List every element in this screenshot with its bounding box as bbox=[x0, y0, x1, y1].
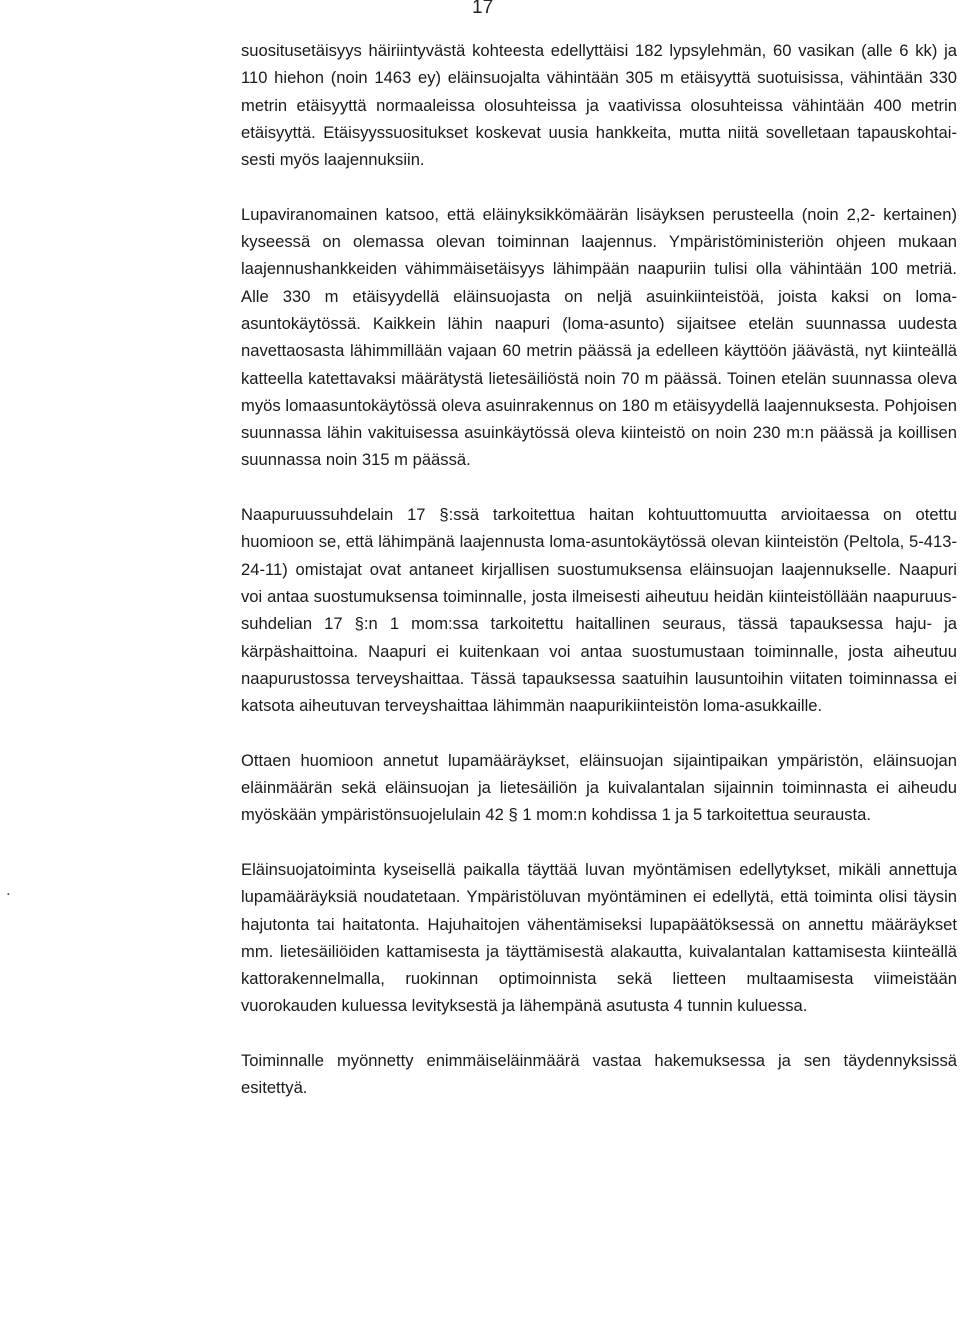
page-number: 17 bbox=[472, 0, 494, 18]
paragraph-animal-count: Toiminnalle myönnetty enimmäiseläinmäärä vastaa hakemuksessa ja sen täydennyksissä esitettyä. bbox=[241, 1050, 957, 1098]
paragraph-distance-recommendation: suositusetäisyys häiriintyvästä kohteesta edellyttäisi 182 lypsylehmän, 60 vasikan (alle 6 kk) ja 110 hiehon (noin 1463 ey) eläinsuojalta vähintään 305 m etäisyyttä suotuisissa, vähintään 330 metrin etäisyyttä normaaleissa olosuhteissa ja vaativissa olosuhteissa vähintään 400 metrin etäisyyttä. Etäisyyssuositukset koskevat uusia hankkeita, mutta niitä sovelletaan tapauskohtaisesti myös laajennuksiin. bbox=[241, 41, 957, 170]
margin-mark: . bbox=[6, 880, 11, 899]
paragraph-environmental-conclusion: Ottaen huomioon annetut lupamääräykset, eläinsuojan sijaintipaikan ympäristön, eläinsuojan eläinmäärän sekä eläinsuojan ja lietesäiliön ja kuivalantalan sijainnin toiminnasta ei aiheudu myöskään ympäristönsuojelulain 42 § 1 mom:n kohdissa 1 ja 5 tarkoitettua seurausta. bbox=[241, 750, 957, 825]
paragraph-neighbour-consent: Naapuruussuhdelain 17 §:ssä tarkoitettua haitan kohtuuttomuutta arvioitaessa on otettu huomioon se, että lähimpänä laajennusta loma-asuntokäytössä olevan kiinteistön (Peltola, 5-413-24-11) omistajat ovat antaneet kirjallisen suostumuksensa eläinsuojan laajennukselle. Naapuri voi antaa suostumuksensa toiminnalle, josta ilmeisesti aiheutuu heidän kiinteistöllään naapuruussuhdelian 17 §:n 1 mom:ssa tarkoitettu haitallinen seuraus, tässä tapauksessa haju- ja kärpäshaittoina. Naapuri ei kuitenkaan voi antaa suostumustaan toiminnalle, josta aiheutuu naapurustossa terveyshaittaa. Tässä tapauksessa saatuihin lausuntoihin viitaten toiminnassa ei katsota aiheutuvan terveyshaittaa lähimmän naapurikiinteistön loma-asukkaille. bbox=[241, 505, 957, 716]
paragraph-permit-conditions: Eläinsuojatoiminta kyseisellä paikalla täyttää luvan myöntämisen edellytykset, mikäli annettuja lupamääräyksiä noudatetaan. Ympäristöluvan myöntäminen ei edellytä, että toiminta olisi täysin hajutonta tai haitatonta. Hajuhaitojen vähentämiseksi lupapäätöksessä on annettu määräykset mm. lietesäiliöiden kattamisesta ja täyttämisestä alakautta, kuivalantalan kattamisesta kiinteällä kattorakennelmalla, ruokinnan optimoinnista sekä lietteen multaamisesta viimeistään vuorokauden kuluessa levityksestä ja lähempänä asutusta 4 tunnin kuluessa. bbox=[241, 859, 957, 1016]
paragraph-expansion-assessment: Lupaviranomainen katsoo, että eläinyksikkömäärän lisäyksen perusteella (noin 2,2- kertainen) kyseessä on olemassa olevan toiminnan laajennus. Ympäristöministeriön ohjeen mukaan laajennushankkeiden vähimmäisetäisyys lähimpään naapuriin tulisi olla vähintään 100 metriä. Alle 330 m etäisyydellä eläinsuojasta on neljä asuinkiinteistöä, joista kaksi on lomaasuntokäytössä. Kaikkein lähin naapuri (loma-asunto) sijaitsee etelän suunnassa uudesta navettaosasta lähimmillään vajaan 60 metrin päässä ja edelleen käyttöön jäävästä, nyt kiinteällä katteella katettavaksi määrätystä lietesäiliöstä noin 70 m päässä. Toinen etelän suunnassa oleva myös lomaasuntokäytössä oleva asuinrakennus on 180 m etäisyydellä laajennuksesta. Pohjoisen suunnassa lähin vakituisessa asuinkäytössä oleva kiinteistö on noin 230 m:n päässä ja koillisen suunnassa noin 315 m päässä. bbox=[241, 204, 957, 470]
document-body bbox=[241, 37, 957, 1102]
